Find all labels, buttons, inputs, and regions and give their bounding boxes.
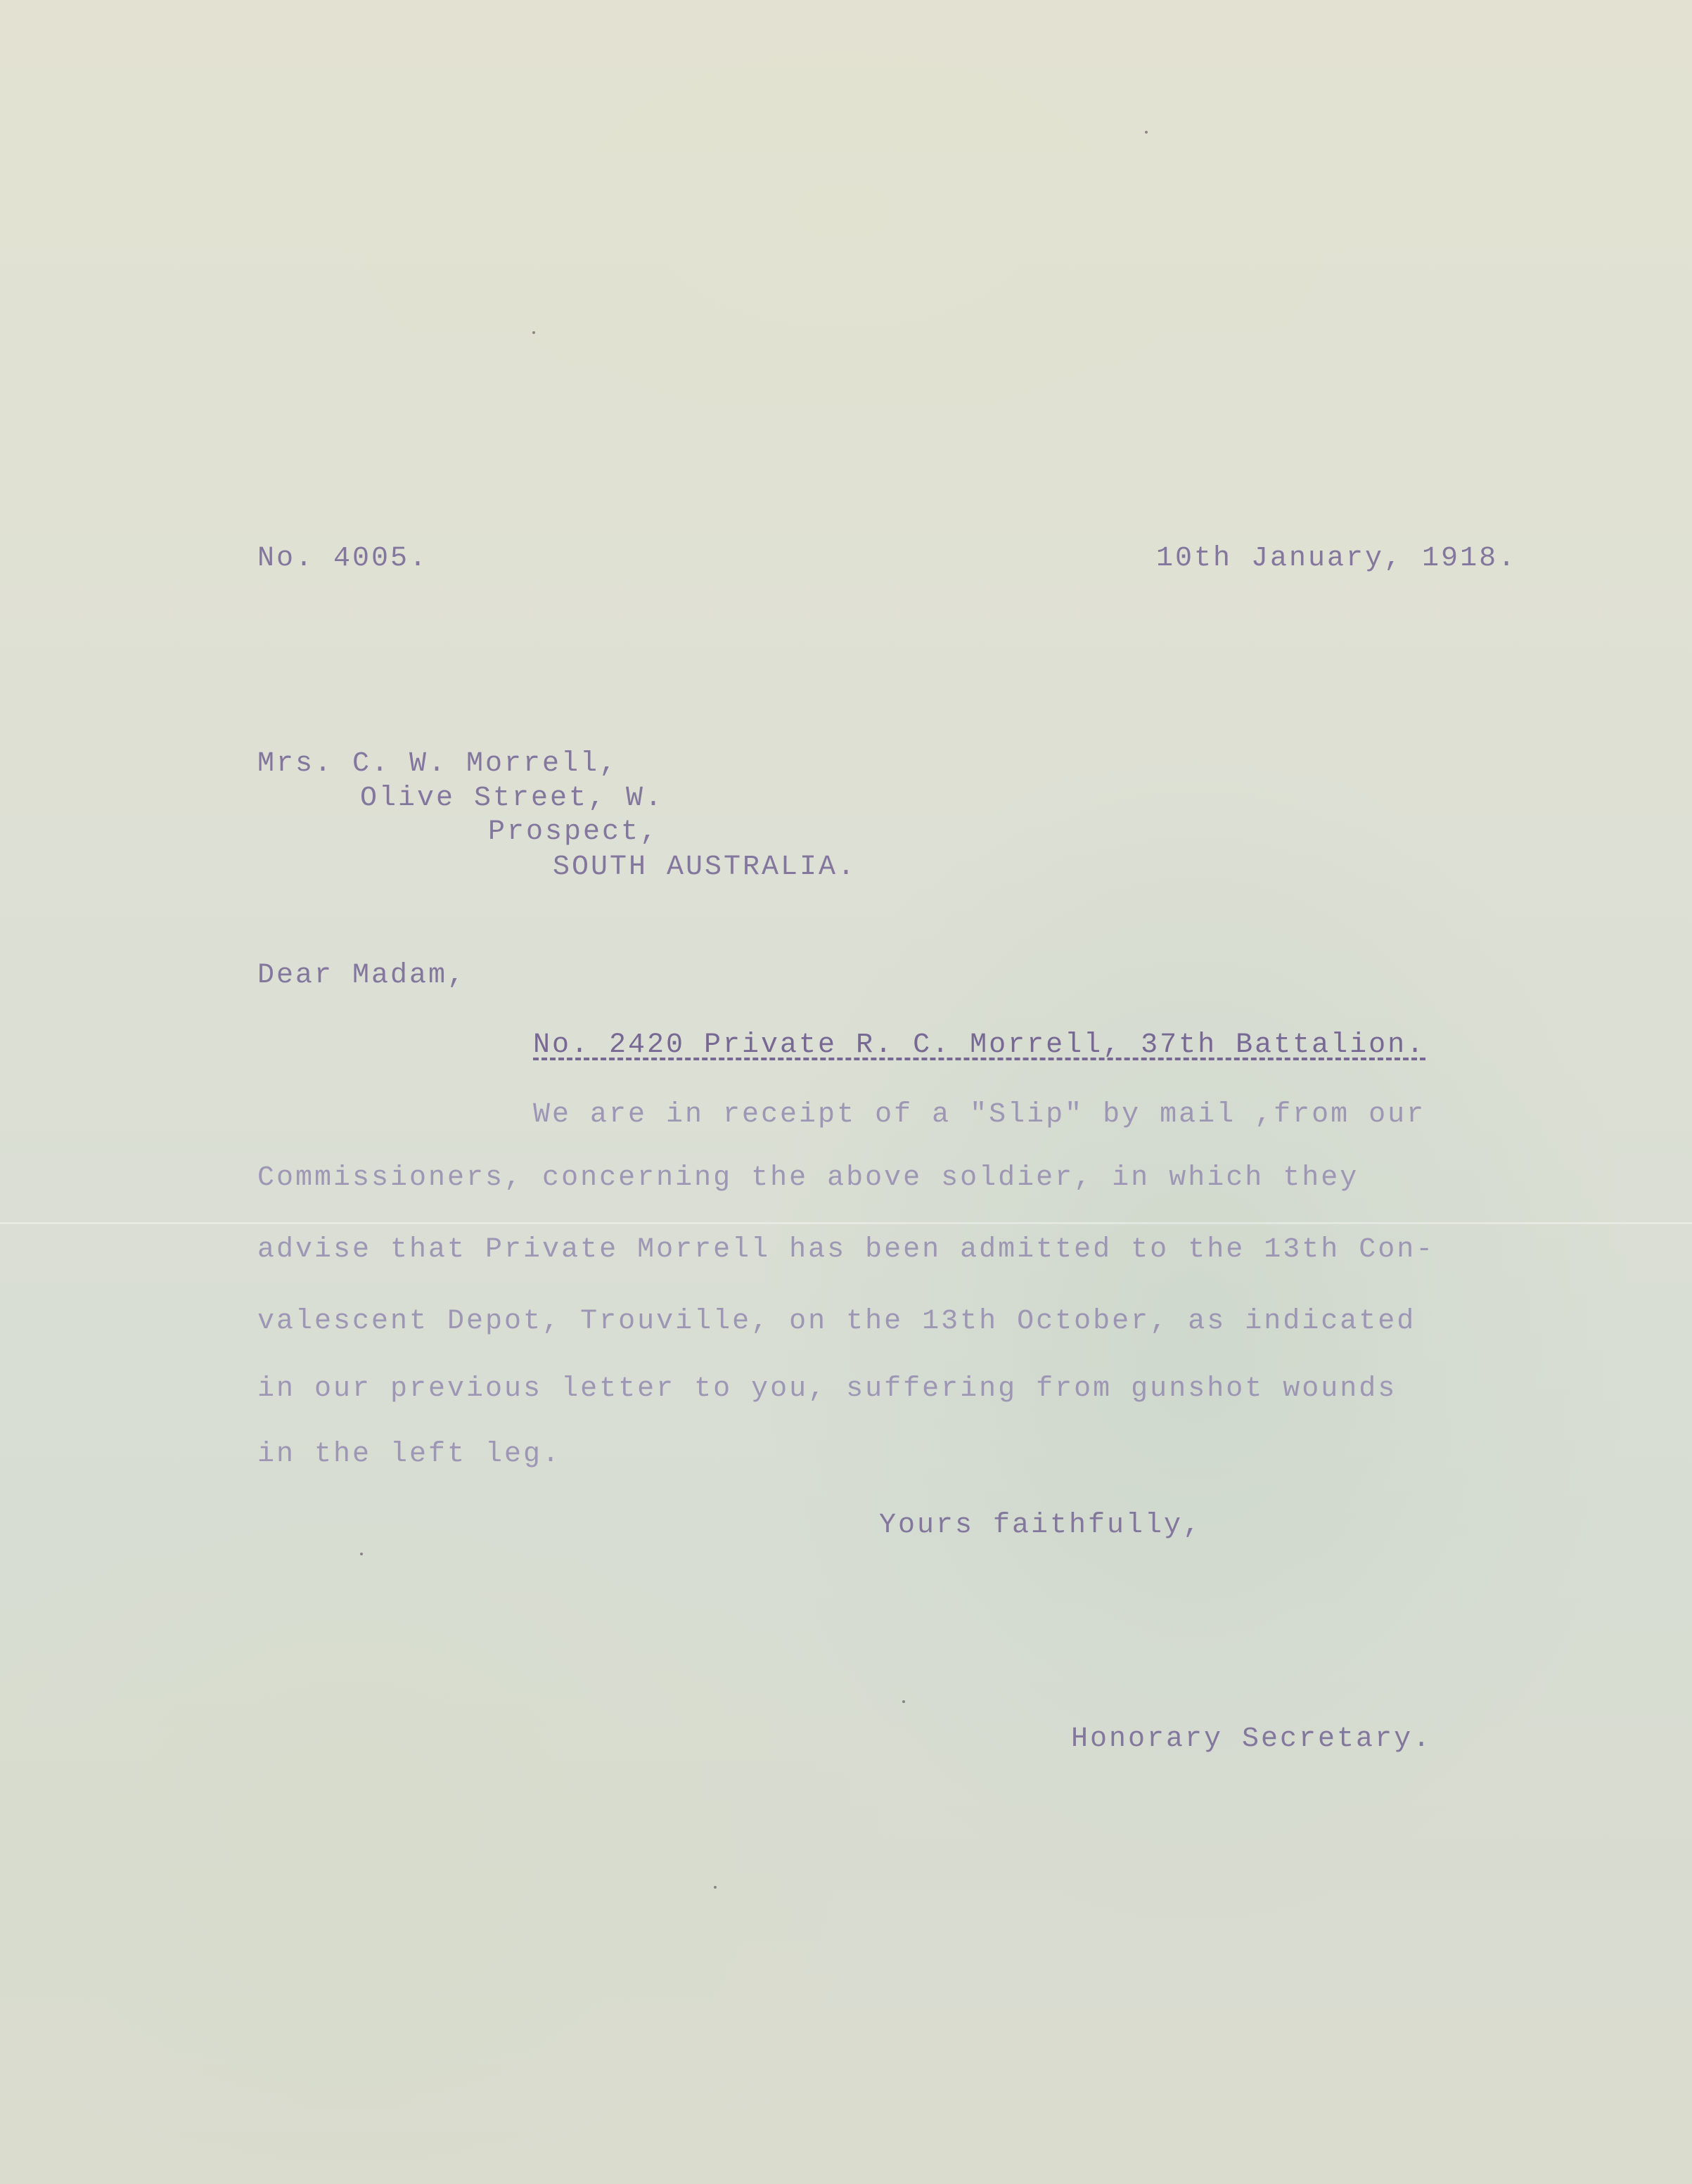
subject-line: No. 2420 Private R. C. Morrell, 37th Battalion. <box>533 1029 1426 1061</box>
body-line: valescent Depot, Trouville, on the 13th October, as indicated <box>257 1306 1416 1337</box>
body-line: advise that Private Morrell has been admitted to the 13th Con- <box>257 1234 1435 1266</box>
reference-number: No. 4005. <box>257 543 429 574</box>
body-line: We are in receipt of a "Slip" by mail ,from our <box>533 1099 1426 1131</box>
paper-speck <box>1145 131 1148 134</box>
paper-fold <box>0 1222 1692 1224</box>
body-line: in the left leg. <box>257 1439 562 1470</box>
recipient-state: SOUTH AUSTRALIA. <box>553 852 857 883</box>
signatory-title: Honorary Secretary. <box>1071 1723 1433 1755</box>
recipient-name: Mrs. C. W. Morrell, <box>257 748 619 780</box>
recipient-street: Olive Street, W. <box>360 783 665 814</box>
paper-speck <box>360 1553 363 1555</box>
closing: Yours faithfully, <box>879 1510 1203 1541</box>
recipient-suburb: Prospect, <box>488 816 660 848</box>
paper-speck <box>532 331 535 334</box>
paper-speck <box>714 1886 717 1889</box>
paper-speck <box>902 1700 905 1703</box>
body-line: in our previous letter to you, suffering from gunshot wounds <box>257 1373 1397 1405</box>
salutation: Dear Madam, <box>257 960 467 991</box>
letter-date: 10th January, 1918. <box>1156 543 1518 574</box>
body-line: Commissioners, concerning the above soldier, in which they <box>257 1162 1359 1194</box>
